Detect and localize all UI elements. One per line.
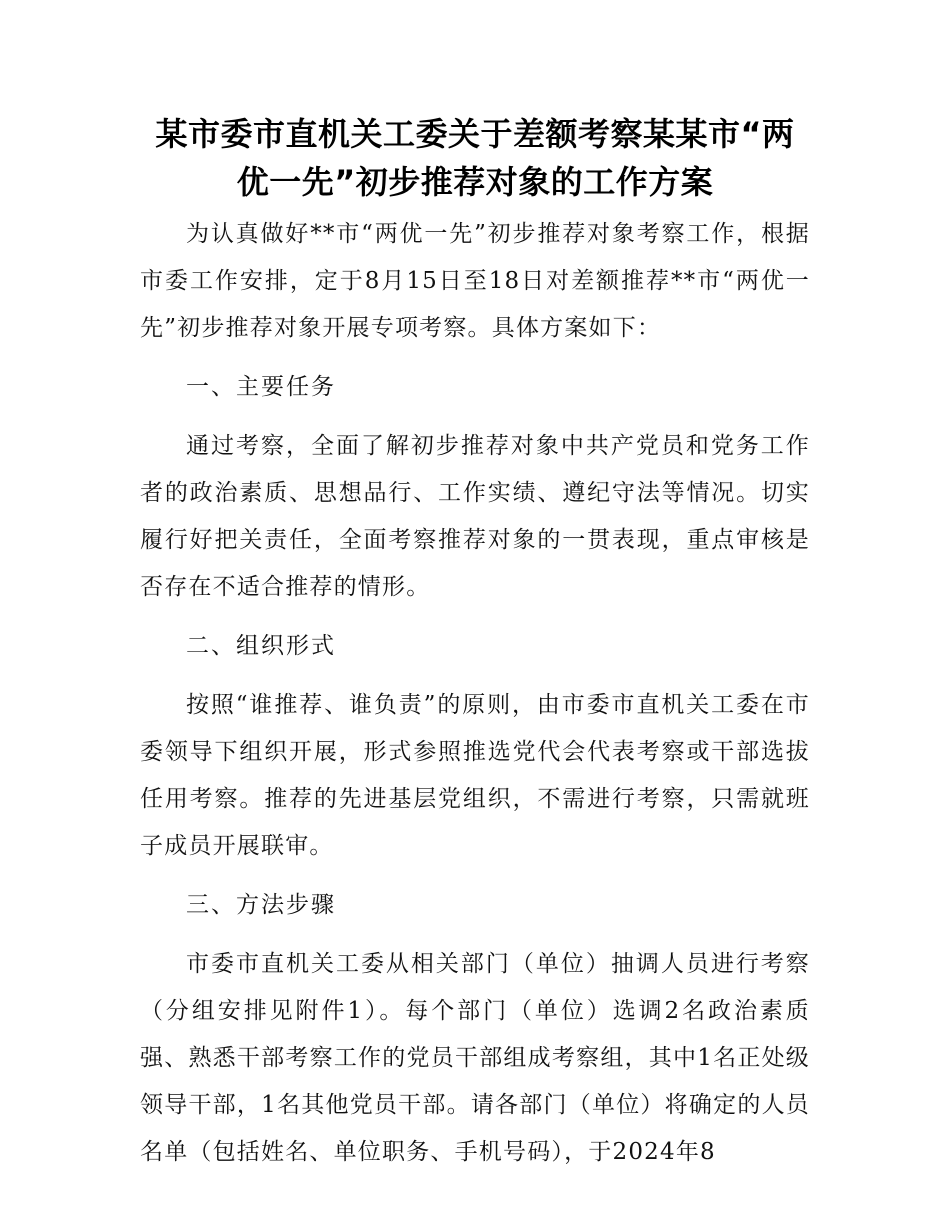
section-heading-tasks: 一、主要任务 — [186, 374, 336, 400]
section-paragraph-steps: 市委市直机关工委从相关部门（单位）抽调人员进行考察（分组安排见附件1）。每个部门（单位）选调2名政治素质强、熟悉干部考察工作的党员干部组成考察组，其中1名正处级领导干部，1名其他党员干部。请各部门（单位）将确定的人员名单（包括姓名、单位职务、手机号码），于2024年8 — [140, 951, 810, 1165]
title-line-2: 优一先”初步推荐对象的工作方案 — [236, 163, 714, 201]
section-heading-steps: 三、方法步骤 — [186, 892, 336, 918]
section-heading-organization: 二、组织形式 — [186, 633, 336, 659]
section-paragraph-tasks: 通过考察，全面了解初步推荐对象中共产党员和党务工作者的政治素质、思想品行、工作实绩、遵纪守法等情况。切实履行好把关责任，全面考察推荐对象的一贯表现，重点审核是否存在不适合推荐的情形。 — [140, 433, 810, 600]
section-paragraph-organization: 按照“谁推荐、谁负责”的原则，由市委市直机关工委在市委领导下组织开展，形式参照推选党代会代表考察或干部选拔任用考察。推荐的先进基层党组织，不需进行考察，只需就班子成员开展联审。 — [140, 692, 810, 859]
document-body — [140, 211, 810, 1176]
document-page — [140, 110, 810, 1176]
title-line-1: 某市委市直机关工委关于差额考察某某市“两 — [155, 115, 795, 153]
intro-paragraph: 为认真做好**市“两优一先”初步推荐对象考察工作，根据市委工作安排，定于8月15日至18日对差额推荐**市“两优一先”初步推荐对象开展专项考察。具体方案如下： — [140, 221, 810, 341]
document-title — [140, 110, 810, 206]
